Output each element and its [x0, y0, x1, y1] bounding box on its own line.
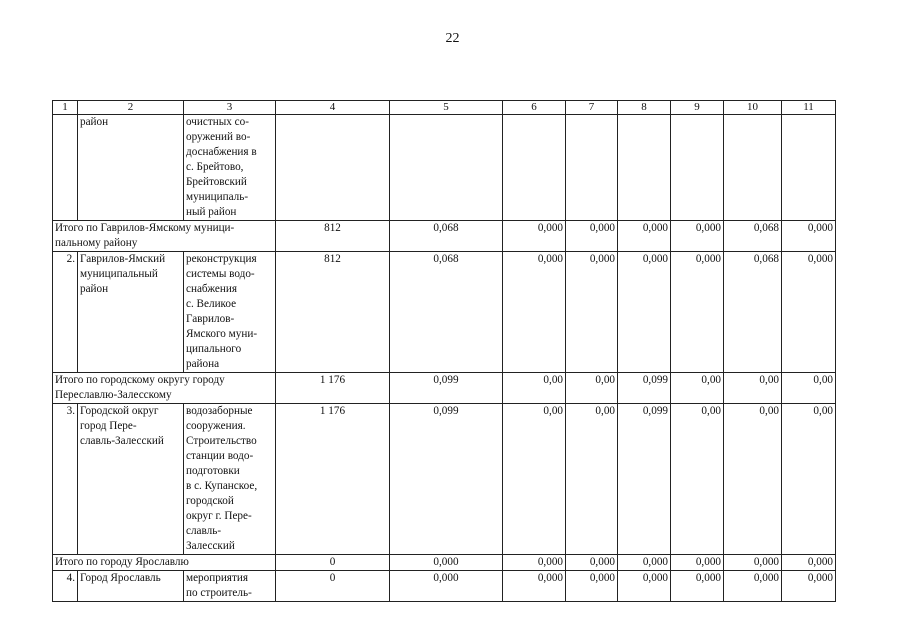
value-cell: 0,000 — [503, 571, 566, 602]
project-description-cell: реконструкция системы водо- снабжения с. Великое Гаврилов- Ямского муни- ципального района — [184, 252, 276, 373]
value-cell — [782, 115, 836, 221]
row-index — [53, 115, 78, 221]
municipality-cell: Городской округ город Пере- славль-Залесский — [78, 404, 184, 555]
column-number-header: 5 — [390, 101, 503, 115]
value-cell: 0,000 — [503, 252, 566, 373]
value-cell: 0,00 — [782, 404, 836, 555]
value-cell: 0,000 — [618, 221, 671, 252]
value-cell: 0,000 — [782, 555, 836, 571]
table-row — [53, 571, 836, 602]
value-cell: 1 176 — [276, 404, 390, 555]
project-description-cell: водозаборные сооружения. Строительство станции водо- подготовки в с. Купанское, городской округ г. Пере- славль- Залесский — [184, 404, 276, 555]
row-index: 4. — [53, 571, 78, 602]
column-number-header: 10 — [724, 101, 782, 115]
value-cell: 812 — [276, 221, 390, 252]
value-cell: 0,000 — [671, 252, 724, 373]
value-cell: 0,099 — [390, 373, 503, 404]
column-number-header: 9 — [671, 101, 724, 115]
value-cell: 0,000 — [566, 555, 618, 571]
value-cell: 0,000 — [566, 571, 618, 602]
value-cell: 0,000 — [566, 252, 618, 373]
table-body — [53, 101, 836, 602]
value-cell: 0,068 — [724, 221, 782, 252]
page-number: 22 — [445, 31, 460, 46]
value-cell: 0,00 — [782, 373, 836, 404]
value-cell: 0,000 — [390, 571, 503, 602]
value-cell: 0,00 — [671, 373, 724, 404]
municipality-cell: Город Ярославль — [78, 571, 184, 602]
value-cell: 0,000 — [782, 571, 836, 602]
column-number-header: 4 — [276, 101, 390, 115]
table-row — [53, 115, 836, 221]
value-cell: 0,000 — [671, 221, 724, 252]
value-cell: 1 176 — [276, 373, 390, 404]
column-number-header: 8 — [618, 101, 671, 115]
value-cell: 0,000 — [671, 571, 724, 602]
value-cell: 0,068 — [390, 252, 503, 373]
value-cell: 0 — [276, 571, 390, 602]
value-cell — [503, 115, 566, 221]
value-cell — [724, 115, 782, 221]
value-cell: 0,000 — [618, 252, 671, 373]
value-cell: 0,099 — [618, 373, 671, 404]
value-cell: 0,00 — [724, 404, 782, 555]
value-cell: 0,000 — [782, 252, 836, 373]
value-cell: 0,000 — [503, 221, 566, 252]
value-cell: 0,00 — [503, 373, 566, 404]
value-cell: 0,000 — [618, 555, 671, 571]
value-cell: 0 — [276, 555, 390, 571]
project-description-cell: мероприятия по строитель- — [184, 571, 276, 602]
column-number-header: 11 — [782, 101, 836, 115]
subtotal-row — [53, 221, 836, 252]
subtotal-row — [53, 373, 836, 404]
subtotal-label: Итого по городскому округу городу Переславлю-Залесскому — [53, 373, 276, 404]
column-number-header: 3 — [184, 101, 276, 115]
column-number-row — [53, 101, 836, 115]
value-cell — [566, 115, 618, 221]
value-cell: 0,000 — [782, 221, 836, 252]
column-number-header: 6 — [503, 101, 566, 115]
value-cell: 0,00 — [566, 373, 618, 404]
value-cell: 0,000 — [503, 555, 566, 571]
subtotal-label: Итого по городу Ярославлю — [53, 555, 276, 571]
value-cell: 0,000 — [618, 571, 671, 602]
value-cell: 0,000 — [566, 221, 618, 252]
table-row — [53, 252, 836, 373]
municipality-cell: район — [78, 115, 184, 221]
subtotal-row — [53, 555, 836, 571]
column-number-header: 1 — [53, 101, 78, 115]
value-cell: 0,00 — [724, 373, 782, 404]
value-cell — [671, 115, 724, 221]
value-cell: 0,000 — [390, 555, 503, 571]
value-cell: 0,00 — [566, 404, 618, 555]
value-cell: 0,099 — [390, 404, 503, 555]
value-cell: 0,00 — [503, 404, 566, 555]
row-index: 2. — [53, 252, 78, 373]
value-cell — [618, 115, 671, 221]
project-description-cell: очистных со- оружений во- доснабжения в с. Брейтово, Брейтовский муниципаль- ный район — [184, 115, 276, 221]
value-cell — [276, 115, 390, 221]
value-cell: 0,00 — [671, 404, 724, 555]
value-cell: 0,068 — [724, 252, 782, 373]
value-cell — [390, 115, 503, 221]
value-cell: 812 — [276, 252, 390, 373]
value-cell: 0,099 — [618, 404, 671, 555]
value-cell: 0,068 — [390, 221, 503, 252]
value-cell: 0,000 — [671, 555, 724, 571]
table-row — [53, 404, 836, 555]
value-cell: 0,000 — [724, 571, 782, 602]
subtotal-label: Итого по Гаврилов-Ямскому муници- пальному району — [53, 221, 276, 252]
municipality-cell: Гаврилов-Ямский муниципальный район — [78, 252, 184, 373]
row-index: 3. — [53, 404, 78, 555]
value-cell: 0,000 — [724, 555, 782, 571]
column-number-header: 2 — [78, 101, 184, 115]
column-number-header: 7 — [566, 101, 618, 115]
data-table — [52, 100, 836, 602]
